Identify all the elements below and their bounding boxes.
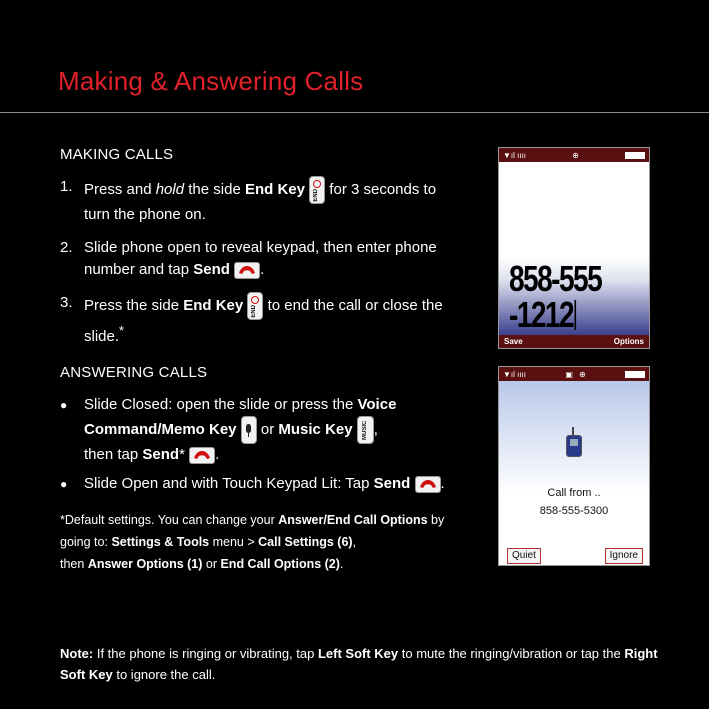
page-title: Making & Answering Calls: [58, 66, 364, 96]
phone-icon: [566, 435, 582, 457]
step-text-part: Slide phone open to reveal keypad, then enter phone number and tap: [84, 239, 437, 278]
bullet-text: [84, 473, 460, 495]
quiet-soft-key[interactable]: Quiet: [507, 548, 541, 564]
location-icon: ⊕: [572, 150, 579, 160]
bullet-text-part: then tap: [84, 446, 143, 463]
step-text: [84, 292, 460, 348]
send-key-icon: [189, 447, 215, 464]
bullet-dot: ●: [60, 398, 68, 412]
note-text: to ignore the call.: [112, 667, 216, 682]
step-text-part: for 3 seconds to turn the phone on.: [84, 180, 437, 223]
step-text-part: Press and: [84, 180, 156, 198]
dialing-screen: [498, 147, 650, 349]
dialed-number-line2: -1212: [509, 294, 574, 335]
step-key-name: End Key: [244, 180, 305, 198]
bullet-dot: ●: [60, 477, 68, 491]
location-icon: ⊕: [578, 369, 586, 379]
footnote-bold: Settings & Tools: [111, 535, 210, 549]
call-from-label: Call from ..: [547, 487, 601, 499]
step-text-part: .: [260, 261, 265, 278]
music-key-icon: [357, 416, 374, 444]
battery-icon: [625, 371, 645, 378]
note-paragraph: [60, 643, 660, 685]
footnote-text: or: [202, 557, 221, 571]
bullet-slide-open: [60, 473, 460, 495]
save-soft-key[interactable]: Save: [504, 337, 523, 346]
incoming-call-screen: [498, 366, 650, 566]
step-key-name: Send: [193, 261, 230, 278]
step-emphasis: hold: [155, 180, 185, 198]
step-text: [84, 237, 460, 281]
bullet-text-part: Slide Open and with Touch Keypad Lit: Tap: [84, 475, 374, 492]
footnote-bold: End Call Options (2): [220, 557, 340, 571]
footnote-marker: *: [119, 324, 124, 338]
step-text: [84, 176, 460, 226]
music-key-name: Music Key: [278, 420, 353, 438]
footnote-text: then: [60, 557, 88, 571]
soft-key-bar: [499, 335, 649, 348]
end-key-icon: [247, 292, 263, 320]
footnote-text: ,: [352, 535, 357, 549]
signal-icon: ▼ıl ıııı: [503, 369, 527, 379]
step-text-part: Press the side: [84, 296, 184, 314]
footnote-bold: Answer/End Call Options: [278, 513, 428, 527]
title-divider: [0, 112, 709, 113]
send-key-icon: [234, 262, 260, 279]
note-label: Note:: [60, 646, 94, 661]
incoming-call-display: [499, 381, 649, 566]
footnote-bold: Answer Options (1): [87, 557, 203, 571]
message-icon: ▣: [565, 369, 573, 379]
bullet-text-part: ,: [373, 420, 378, 438]
dialed-number-line1: 858-555: [509, 258, 602, 299]
send-key-icon: [415, 476, 441, 493]
phone-antenna: [572, 427, 574, 435]
options-soft-key[interactable]: Options: [613, 337, 644, 346]
bullet-slide-closed: [60, 394, 460, 466]
step-number: 2.: [60, 239, 73, 256]
step-2: [60, 237, 460, 281]
signal-icon: ▼ıl ıııı: [503, 150, 527, 160]
step-text-part: to end the call or close the slide.: [84, 296, 443, 345]
footnote-bold: Call Settings (6): [258, 535, 353, 549]
voice-command-key-icon: [241, 416, 257, 444]
note-bold: Left Soft Key: [317, 646, 399, 661]
step-text-part: the side: [184, 180, 245, 198]
caller-number: 858-555-5300: [539, 505, 609, 517]
default-settings-footnote: [60, 509, 460, 575]
note-text: to mute the ringing/vibration or tap the: [398, 646, 625, 661]
making-calls-heading: MAKING CALLS: [60, 146, 174, 163]
step-3: [60, 292, 460, 348]
bullet-text-part: .: [215, 446, 220, 463]
answering-calls-heading: ANSWERING CALLS: [60, 364, 208, 381]
bullet-text-part: .: [440, 475, 445, 492]
footnote-text: *Default settings. You can change your: [60, 513, 279, 527]
bullet-text: [84, 394, 460, 466]
footnote-text: by going to:: [60, 513, 445, 549]
instructions: [60, 144, 460, 575]
note-text: If the phone is ringing or vibrating, tap: [93, 646, 318, 661]
end-key-icon: [309, 176, 325, 204]
dial-display: [499, 162, 649, 335]
step-key-name: End Key: [183, 296, 244, 314]
footnote-text: menu >: [209, 535, 259, 549]
bullet-text-part: or: [256, 420, 279, 438]
step-1: [60, 176, 460, 226]
dialed-number: [509, 258, 602, 335]
send-key-name: Send: [142, 446, 180, 463]
voice-key-name: Voice Command/Memo Key: [84, 396, 397, 438]
battery-icon: [625, 152, 645, 159]
bullet-text-part: Slide Closed: open the slide or press the: [84, 396, 358, 413]
status-bar: [499, 148, 649, 162]
send-key-name: Send: [373, 475, 411, 492]
step-number: 3.: [60, 294, 73, 311]
text-cursor: [575, 300, 577, 330]
step-number: 1.: [60, 178, 73, 195]
footnote-marker: *: [179, 446, 185, 463]
footnote-text: .: [339, 557, 344, 571]
ignore-soft-key[interactable]: Ignore: [605, 548, 643, 564]
note-bold: Right Soft Key: [60, 646, 658, 682]
status-bar: [499, 367, 649, 381]
